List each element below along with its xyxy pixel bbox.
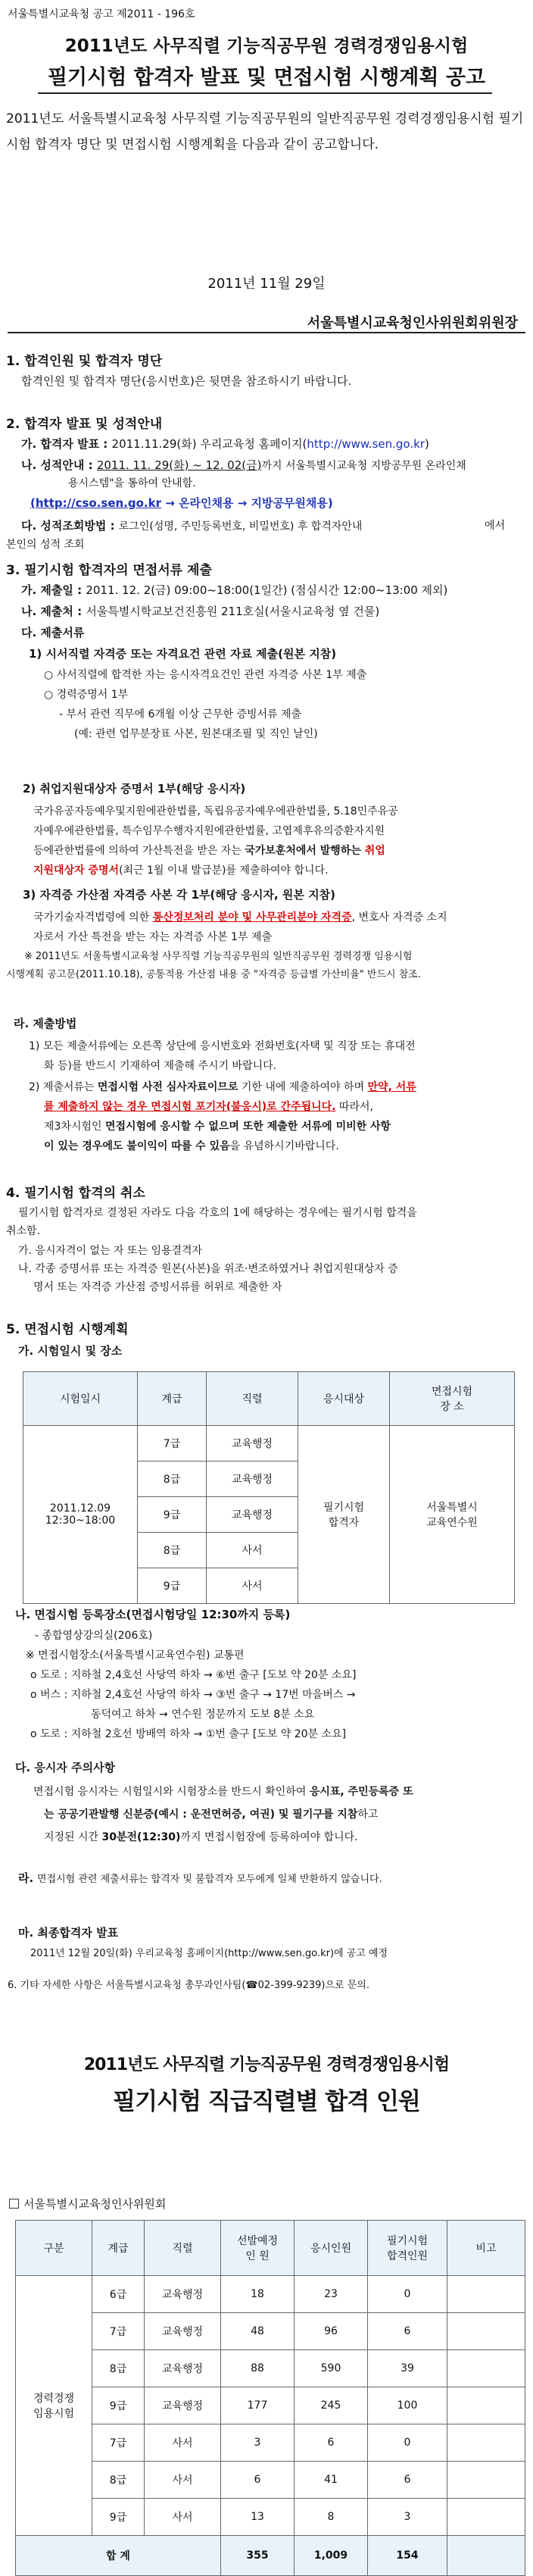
cell-grade: 7급 — [92, 2313, 145, 2350]
score-info — [21, 457, 466, 474]
cell-passed: 0 — [368, 2424, 447, 2462]
text: 2) 제출서류는 — [29, 1081, 98, 1093]
back-title-line1: 2011년도 사무직렬 기능직공무원 경력경쟁임용시험 — [83, 2055, 450, 2074]
header-remarks: 비고 — [447, 2221, 525, 2276]
cell-planned: 13 — [221, 2499, 295, 2536]
text-red: 를 제출하지 않는 경우 면접시험 포기자(불응시)로 간주됩니다. — [44, 1101, 336, 1113]
doc-title-line2: 필기시험 합격자 발표 및 면접시험 시행계획 공고 — [47, 66, 486, 89]
label: 라. — [18, 1871, 34, 1885]
header-grade: 계급 — [92, 2221, 145, 2276]
cell-passed: 3 — [368, 2499, 447, 2536]
cell-planned: 3 — [221, 2424, 295, 2462]
doc-item-2b: 자예우에관한법률, 특수임무수행자지원에관한법률, 고엽제후유의증환자지원 — [33, 825, 385, 837]
doc-item-2d — [33, 862, 329, 879]
cell-series: 사서 — [145, 2462, 221, 2499]
text: 까지 서울특별시교육청 지방공무원 온라인채 — [261, 460, 466, 472]
text: 제3차시험인 — [44, 1121, 105, 1133]
table-row — [16, 2499, 525, 2536]
cell-grade: 7급 — [138, 1426, 207, 1462]
caution-l1 — [33, 1784, 413, 1800]
cell-grade: 6급 — [92, 2276, 145, 2313]
cell-datetime: 2011.12.09 12:30~18:00 — [23, 1426, 138, 1604]
text: (최근 1월 이내 발급분)를 제출하여야 합니다. — [119, 864, 329, 877]
label: 나. 제출처 : — [21, 605, 86, 618]
org-name: 서울특별시교육청인사위원회 — [23, 2197, 167, 2211]
doc-item-2c — [33, 843, 385, 859]
score-link-path: → 온라인채용 → 지방공무원채용) — [161, 496, 333, 510]
cell-series: 교육행정 — [207, 1426, 298, 1462]
cell-applicants: 6 — [295, 2424, 368, 2462]
doc-item-1: 1) 시서직렬 자격증 또는 자격요건 관련 자료 제출(원본 지참) — [29, 647, 337, 661]
doc-item-1a: ○ 사서직렬에 합격한 자는 응시자격요건인 관련 자격증 사본 1부 제출 — [44, 669, 367, 681]
cell-place: 서울특별시 교육연수원 — [390, 1426, 515, 1604]
header-division: 구분 — [16, 2221, 92, 2276]
doc-title-line1: 2011년도 사무직렬 기능직공무원 경력경쟁임용시험 — [64, 36, 469, 56]
register-title: 나. 면접시험 등록장소(면접시험당일 12:30까지 등록) — [15, 1608, 291, 1621]
text: 을 유념하시기바랍니다. — [229, 1140, 339, 1152]
cell-passed: 6 — [368, 2313, 447, 2350]
submit-place — [21, 603, 379, 620]
doc-item-2: 2) 취업지원대상자 증명서 1부(해당 응시자) — [23, 782, 246, 796]
label: 가. 제출일 : — [21, 583, 86, 597]
cell-series: 사서 — [207, 1533, 298, 1568]
result-announcement — [21, 436, 429, 452]
total-remarks — [447, 2536, 525, 2576]
cell-applicants: 23 — [295, 2276, 368, 2313]
text-bold: 30분전(12:30) — [101, 1831, 181, 1843]
text-bold: 국가보훈처에서 발행하는 — [245, 845, 365, 857]
cell-remarks — [447, 2499, 525, 2536]
text: 2011. 12. 2(금) 09:00~18:00(1일간) (점심시간 12:00~13:00 제외) — [86, 583, 448, 597]
section-4-title: 4. 필기시험 합격의 취소 — [6, 1186, 145, 1201]
text-bold: 면접시험에 응시할 수 없으며 또한 제출한 서류에 미비한 사항 — [104, 1121, 391, 1133]
cell-planned: 48 — [221, 2313, 295, 2350]
section-3-title: 3. 필기시험 합격자의 면접서류 제출 — [6, 563, 212, 578]
caution-title: 다. 응시자 주의사항 — [15, 1761, 116, 1774]
total-applicants: 1,009 — [295, 2536, 368, 2576]
cell-passed: 0 — [368, 2276, 447, 2313]
cell-applicants: 245 — [295, 2387, 368, 2424]
label: 가. 합격자 발표 : — [21, 437, 112, 451]
submit-date — [21, 582, 447, 599]
header-grade: 계급 — [138, 1372, 207, 1426]
total-passed: 154 — [368, 2536, 447, 2576]
intro-paragraph: 2011년도 서울특별시교육청 사무직렬 기능직공무원의 일반직공무원 경력경쟁임용시험 필기시험 합격자 명단 및 면접시험 시행계획을 다음과 같이 공고합니다. — [6, 111, 524, 152]
cell-remarks — [447, 2424, 525, 2462]
table-row — [16, 2462, 525, 2499]
score-link[interactable]: (http://cso.sen.go.kr — [30, 496, 161, 510]
text: 2011.11.29(화) 우리교육청 홈페이지( — [111, 437, 307, 451]
return-notice — [18, 1870, 382, 1888]
header-applicants: 응시인원 — [295, 2221, 368, 2276]
header-planned: 선발예정 인 원 — [221, 2221, 295, 2276]
header-series: 직렬 — [207, 1372, 298, 1426]
cell-series: 교육행정 — [145, 2387, 221, 2424]
section-4-a: 필기시험 합격자로 결정된 자라도 다음 각호의 1에 해당하는 경우에는 필기시험 합격을 — [18, 1207, 417, 1219]
total-label: 합 계 — [16, 2536, 221, 2576]
section-5-title: 5. 면접시험 시행계획 — [6, 1322, 129, 1337]
text: , 변호사 자격증 소지 — [351, 911, 447, 924]
submit-method-1: 1) 모든 제출서류에는 오른쪽 상단에 응시번호와 전화번호(자택 및 직장 또는 휴대전 — [29, 1040, 416, 1052]
doc-item-3b: 자로서 가산 특전을 받는 자는 자격증 사본 1부 제출 — [33, 931, 272, 943]
notice-number: 서울특별시교육청 공고 제2011 - 196호 — [8, 8, 195, 20]
total-row — [16, 2536, 525, 2576]
doc-item-1b: ○ 경력증명서 1부 — [44, 689, 129, 701]
text: 지정된 시간 — [44, 1831, 102, 1843]
cell-applicants: 41 — [295, 2462, 368, 2499]
header-place: 면접시험 장 소 — [390, 1372, 515, 1426]
caution-l3 — [44, 1829, 358, 1846]
cell-planned: 177 — [221, 2387, 295, 2424]
cell-grade: 8급 — [138, 1533, 207, 1568]
text: 까지 면접시험장에 등록하여야 합니다. — [180, 1831, 358, 1843]
header-series: 직렬 — [145, 2221, 221, 2276]
cell-remarks — [447, 2350, 525, 2387]
cell-grade: 9급 — [138, 1568, 207, 1604]
final-text: 2011년 12월 20일(화) 우리교육청 홈페이지(http://www.sen.go.kr)에 공고 예정 — [30, 1948, 388, 1959]
cell-series: 사서 — [145, 2499, 221, 2536]
interview-schedule-table — [23, 1371, 515, 1604]
final-title: 마. 최종합격자 발표 — [18, 1926, 119, 1940]
cell-passed: 100 — [368, 2387, 447, 2424]
period: 2011. 11. 29(화) ~ 12. 02(금) — [96, 458, 262, 472]
pass-count-table — [15, 2220, 525, 2576]
score-method-end: 에서 — [485, 520, 506, 532]
register-l2: ※ 면접시험장소(서울특별시교육연수원) 교통편 — [26, 1649, 245, 1662]
table-row — [16, 2313, 525, 2350]
text: 서울특별시학교보건진흥원 211호실(서울시교육청 옆 건물) — [86, 605, 380, 618]
back-org — [9, 2196, 166, 2212]
score-method — [21, 517, 362, 535]
submit-method-2b — [44, 1099, 373, 1115]
submit-method-2c — [44, 1118, 391, 1135]
text: 국가기술자격법령에 의한 — [33, 911, 153, 924]
doc-item-3a — [33, 909, 447, 926]
text: 기한 내에 제출하여야 하며 — [238, 1081, 368, 1093]
section-6: 6. 기타 자세한 사항은 서울특별시교육청 총무과인사팀(☎02-399-9239)으로 문의. — [8, 1980, 369, 1991]
cell-grade: 8급 — [92, 2350, 145, 2387]
section-4-a2: 취소함. — [6, 1225, 41, 1237]
register-l6: o 도로 : 지하철 2호선 방배역 하차 → ①번 출구 [도보 약 20분 소요] — [30, 1728, 347, 1740]
submit-method-2 — [29, 1079, 416, 1096]
cell-series: 교육행정 — [145, 2276, 221, 2313]
cell-grade: 9급 — [92, 2499, 145, 2536]
cell-passed: 6 — [368, 2462, 447, 2499]
cell-grade: 8급 — [138, 1462, 207, 1497]
submit-method-1b: 화 등)를 반드시 기재하여 제출해 주시기 바랍니다. — [44, 1060, 277, 1072]
table-header-row — [23, 1372, 515, 1426]
cell-remarks — [447, 2313, 525, 2350]
table-row — [16, 2350, 525, 2387]
header-target: 응시대상 — [298, 1372, 390, 1426]
text-red: 만약, 서류 — [367, 1081, 416, 1093]
cell-series: 사서 — [207, 1568, 298, 1604]
cell-series: 사서 — [145, 2424, 221, 2462]
label: 나. 성적안내 : — [21, 458, 97, 472]
doc-item-2a: 국가유공자등예우및지원에관한법률, 독립유공자예우에관한법률, 5.18민주유공 — [33, 805, 398, 818]
register-l5: 동덕여고 하차 → 연수원 정문까지 도보 8분 소요 — [91, 1708, 315, 1721]
cell-series: 교육행정 — [207, 1497, 298, 1533]
documents-title: 다. 제출서류 — [21, 626, 85, 639]
text: 등에관한법률에 의하여 가산특전을 받은 자는 — [33, 845, 245, 857]
header-passed: 필기시험 합격인원 — [368, 2221, 447, 2276]
cell-remarks — [447, 2387, 525, 2424]
doc-item-3d: 시행계획 공고문(2011.10.18), 공통적용 가산점 내용 중 "자격증 등급별 가산비율" 반드시 참조. — [6, 969, 421, 980]
table-row — [23, 1426, 515, 1462]
section-4-c2: 명서 또는 자격증 가산점 증빙서류를 허위로 제출한 자 — [33, 1281, 282, 1293]
cell-grade: 9급 — [138, 1497, 207, 1533]
section-1-title: 1. 합격인원 및 합격자 명단 — [6, 354, 163, 369]
text-bold: 는 공공기관발행 신분증(예시 : 운전면허증, 여권) 및 필기구를 지참 — [44, 1809, 358, 1821]
table-row — [16, 2424, 525, 2462]
notice-date: 2011년 11월 29일 — [207, 276, 326, 292]
doc-item-1c: - 부서 관련 직무에 6개월 이상 근무한 증빙서류 제출 — [59, 708, 302, 721]
doc-item-3: 3) 자격증 가산점 자격증 사본 각 1부(해당 응시자, 원본 지참) — [23, 888, 335, 902]
label: 다. 성적조회방법 : — [21, 519, 119, 533]
text: 면접시험 응시자는 시험일시와 시험장소를 반드시 확인하여 — [33, 1786, 310, 1798]
text-bold: 이 있는 경우에도 불이익이 따를 수 있음 — [44, 1140, 230, 1152]
score-link-line — [30, 495, 333, 511]
text-red: 통산정보처리 분야 및 사무관리분야 자격증 — [152, 911, 352, 924]
cell-passed: 39 — [368, 2350, 447, 2387]
cell-series: 교육행정 — [207, 1462, 298, 1497]
cell-grade: 7급 — [92, 2424, 145, 2462]
header-datetime: 시험일시 — [23, 1372, 138, 1426]
text: ) — [424, 437, 429, 451]
cell-series: 교육행정 — [145, 2350, 221, 2387]
cell-planned: 88 — [221, 2350, 295, 2387]
homepage-link[interactable]: http://www.sen.go.kr — [307, 437, 425, 451]
register-l4: o 버스 : 지하철 2,4호선 사당역 하차 → ③번 출구 → 17번 마을버스 → — [30, 1689, 356, 1701]
table-header-row — [16, 2221, 525, 2276]
section-4-b: 가. 응시자격이 없는 자 또는 임용결격자 — [18, 1245, 203, 1257]
cell-applicants: 590 — [295, 2350, 368, 2387]
issuer-divider — [8, 332, 525, 333]
section-1-body: 합격인원 및 합격자 명단(응시번호)은 뒷면을 참조하시기 바랍니다. — [21, 374, 352, 388]
cell-applicants: 96 — [295, 2313, 368, 2350]
caution-l2 — [44, 1806, 378, 1823]
cell-target: 필기시험 합격자 — [298, 1426, 390, 1604]
cell-applicants: 8 — [295, 2499, 368, 2536]
text-red: 지원대상자 증명서 — [33, 864, 120, 877]
text-bold: 면접시험 사전 심사자료이므로 — [97, 1081, 238, 1093]
section-5-sub: 가. 시험일시 및 장소 — [18, 1344, 123, 1358]
cell-remarks — [447, 2462, 525, 2499]
cell-series: 교육행정 — [145, 2313, 221, 2350]
cell-grade: 8급 — [92, 2462, 145, 2499]
text-bold: 응시표, 주민등록증 또 — [309, 1786, 413, 1798]
checkbox-square-icon — [9, 2199, 19, 2209]
cell-planned: 6 — [221, 2462, 295, 2499]
issuer: 서울특별시교육청인사위원회위원장 — [307, 315, 518, 331]
section-4-c: 나. 각종 증명서류 또는 자격증 원본(사본)을 위조·변조하였거나 취업지원대상자 증 — [18, 1263, 398, 1275]
text: 따라서, — [335, 1101, 373, 1113]
text: 면접시험 관련 제출서류는 합격자 및 불합격자 모두에게 일체 반환하지 않습니다. — [36, 1874, 382, 1885]
doc-item-3c: ※ 2011년도 서울특별시교육청 사무직렬 기능직공무원의 일반직공무원 경력경쟁 임용시험 — [24, 951, 413, 962]
score-method-cont: 본인의 성적 조회 — [6, 539, 85, 551]
text: 로그인(성명, 주민등록번호, 비밀번호) 후 합격자안내 — [118, 521, 363, 533]
register-l3: o 도로 : 지하철 2,4호선 사당역 하차 → ⑥번 출구 [도보 약 20분 소요] — [30, 1669, 357, 1681]
text: 하고 — [357, 1809, 379, 1821]
cell-grade: 9급 — [92, 2387, 145, 2424]
section-2-title: 2. 합격자 발표 및 성적안내 — [6, 417, 163, 432]
register-l1: - 종합영상강의실(206호) — [35, 1630, 153, 1642]
cell-planned: 18 — [221, 2276, 295, 2313]
total-planned: 355 — [221, 2536, 295, 2576]
submit-method-2d — [44, 1138, 339, 1155]
cell-division: 경력경쟁 임용시험 — [16, 2276, 92, 2536]
back-title-line2: 필기시험 직급직렬별 합격 인원 — [113, 2088, 420, 2115]
title-divider — [38, 92, 492, 94]
submit-method-title: 라. 제출방법 — [14, 1017, 77, 1030]
cell-remarks — [447, 2276, 525, 2313]
text-red: 취업 — [364, 845, 385, 857]
score-info-cont: 용시스템"을 통하여 안내함. — [68, 477, 196, 489]
table-row — [16, 2387, 525, 2424]
doc-item-1d: (예: 관련 업무분장표 사본, 원본대조필 및 직인 날인) — [74, 728, 318, 740]
table-row — [16, 2276, 525, 2313]
